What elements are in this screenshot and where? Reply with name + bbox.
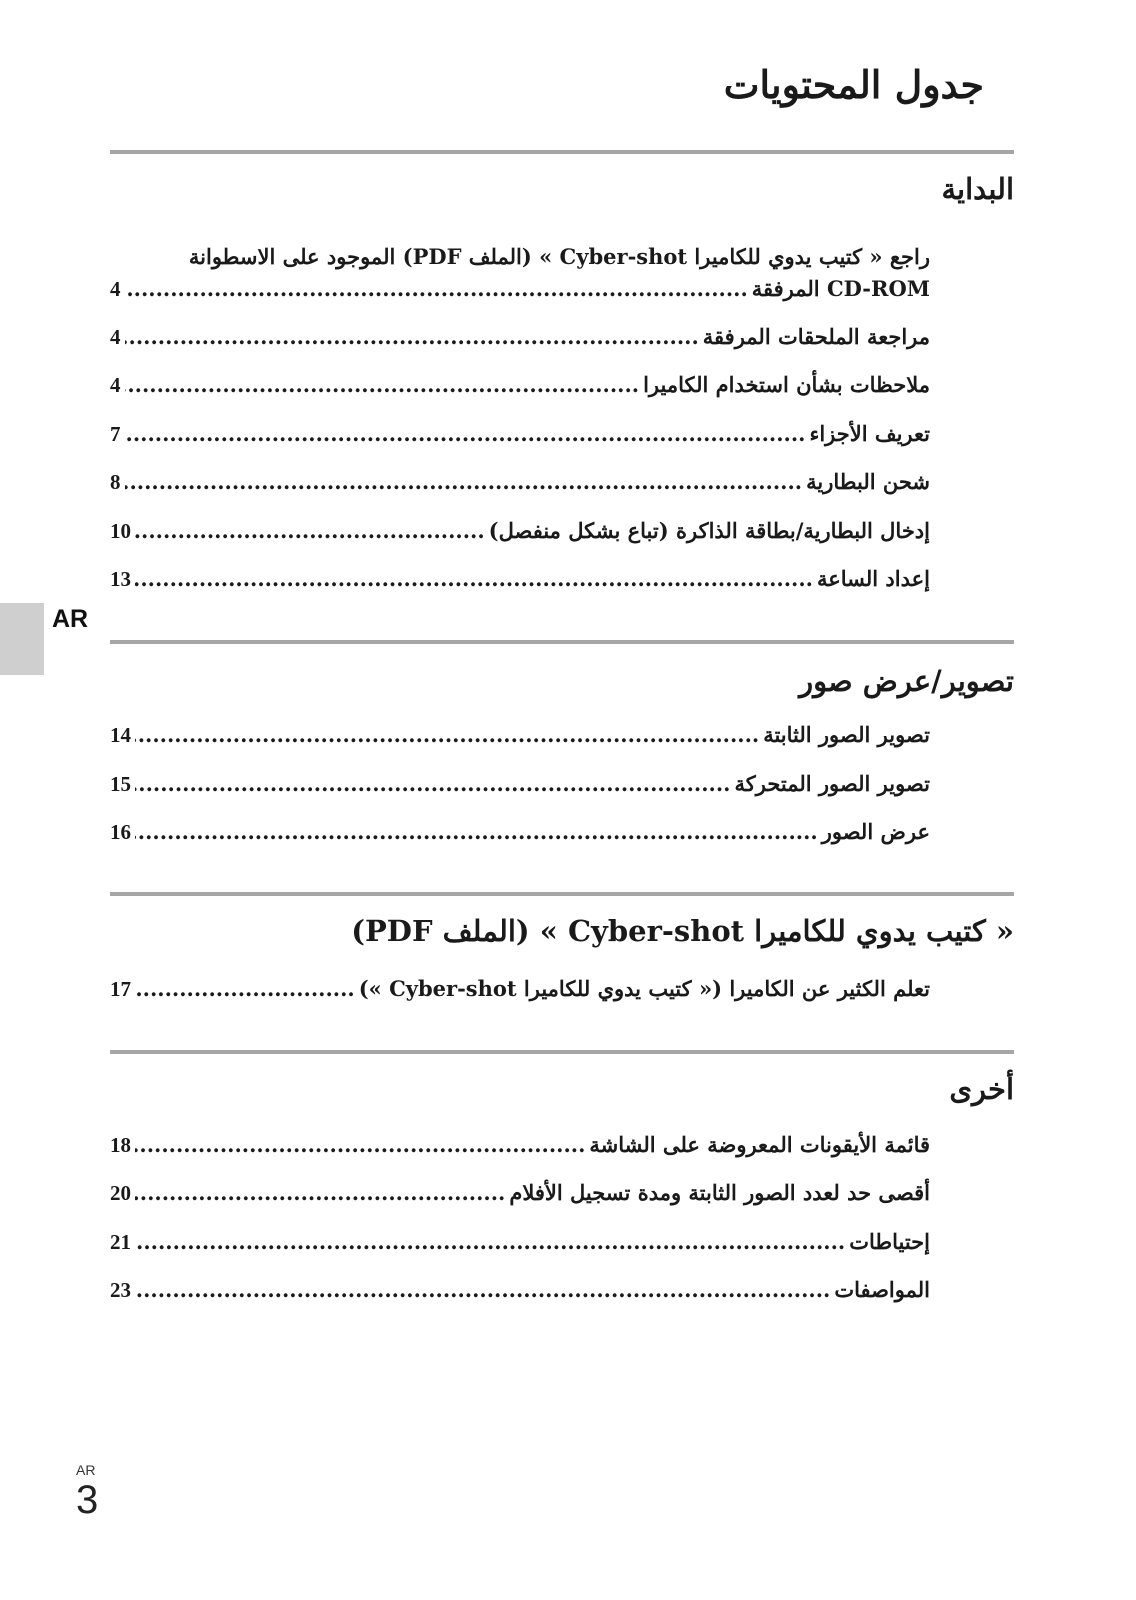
toc-entry-page: 15: [110, 772, 131, 796]
dot-leader: [125, 421, 806, 446]
toc-entry-page: 13: [110, 567, 131, 591]
dot-leader: [135, 976, 355, 1001]
toc-entry-label: تعريف الأجزاء: [809, 421, 930, 446]
toc-entry[interactable]: [110, 372, 930, 406]
section-divider: [110, 640, 1014, 644]
dot-leader: [135, 1277, 830, 1302]
toc-entry[interactable]: [110, 771, 930, 805]
toc-entry-page: 4: [110, 277, 121, 301]
toc-entry-label: إحتياطات: [849, 1229, 930, 1254]
toc-entry-page: 20: [110, 1181, 131, 1205]
footer-language: AR: [76, 1462, 96, 1478]
toc-entry-page: 23: [110, 1278, 131, 1302]
toc-entry-label: إدخال البطارية/بطاقة الذاكرة (تباع بشكل منفصل): [488, 518, 930, 543]
toc-entry-page: 16: [110, 820, 131, 844]
toc-entry-label: مراجعة الملحقات المرفقة: [702, 324, 930, 349]
dot-leader: [135, 771, 730, 796]
toc-entry-label: ملاحظات بشأن استخدام الكاميرا: [643, 372, 930, 397]
dot-leader: [135, 566, 813, 591]
toc-entry[interactable]: [110, 276, 930, 310]
toc-entry-label: إعداد الساعة: [816, 566, 930, 591]
dot-leader: [125, 372, 640, 397]
toc-entry-page: 21: [110, 1230, 131, 1254]
dot-leader: [135, 722, 759, 747]
toc-entry-page: 18: [110, 1133, 131, 1157]
dot-leader: [125, 276, 748, 301]
toc-entry-page: 10: [110, 519, 131, 543]
dot-leader: [135, 1229, 845, 1254]
dot-leader: [135, 1132, 585, 1157]
toc-entry-label: قائمة الأيقونات المعروضة على الشاشة: [589, 1132, 930, 1157]
section-heading-handbook: « كتيب يدوي للكاميرا Cyber-shot » (الملف PDF): [351, 914, 1014, 948]
toc-entry[interactable]: [110, 566, 930, 600]
page-title: جدول المحتويات: [723, 62, 984, 107]
dot-leader: [125, 469, 803, 494]
section-heading-getting-started: البداية: [941, 172, 1014, 206]
toc-entry-page: 4: [110, 373, 121, 397]
toc-entry-label: أقصى حد لعدد الصور الثابتة ومدة تسجيل الأفلام: [509, 1180, 930, 1205]
section-heading-others: أخرى: [949, 1072, 1014, 1106]
toc-entry-page: 7: [110, 422, 121, 446]
dot-leader: [135, 518, 485, 543]
dot-leader: [135, 1180, 505, 1205]
toc-entry-page: 14: [110, 723, 131, 747]
section-divider: [110, 1050, 1014, 1054]
toc-entry-label: المواصفات: [834, 1277, 930, 1302]
toc-entry[interactable]: [110, 722, 930, 756]
toc-entry[interactable]: [110, 819, 930, 853]
toc-entry-label: شحن البطارية: [806, 469, 930, 494]
toc-entry[interactable]: [110, 976, 930, 1010]
toc-entry[interactable]: [110, 324, 930, 358]
toc-entry[interactable]: [110, 421, 930, 455]
toc-entry-label: عرض الصور: [821, 819, 930, 844]
toc-entry-page: 4: [110, 325, 121, 349]
section-divider: [110, 150, 1014, 154]
section-heading-shooting-viewing: تصوير/عرض صور: [799, 664, 1014, 698]
toc-entry-label: تعلم الكثير عن الكاميرا (« كتيب يدوي للكاميرا Cyber-shot »): [358, 976, 930, 1001]
toc-entry-label: تصوير الصور الثابتة: [763, 722, 930, 747]
toc-entry[interactable]: [110, 1277, 930, 1311]
language-tab-label: AR: [52, 605, 89, 633]
dot-leader: [135, 819, 818, 844]
section-intro: راجع « كتيب يدوي للكاميرا Cyber-shot » (الملف PDF) الموجود على الاسطوانة: [188, 244, 930, 269]
toc-entry[interactable]: [110, 518, 930, 552]
toc-entry-page: 17: [110, 977, 131, 1001]
toc-entry-label: تصوير الصور المتحركة: [734, 771, 930, 796]
toc-entry[interactable]: [110, 1229, 930, 1263]
toc-entry[interactable]: [110, 1180, 930, 1214]
toc-entry-label: CD-ROM المرفقة: [751, 276, 930, 301]
toc-entry[interactable]: [110, 1132, 930, 1166]
dot-leader: [125, 324, 699, 349]
page-number: 3: [76, 1478, 99, 1522]
section-divider: [110, 892, 1014, 896]
language-tab: [0, 603, 44, 675]
toc-entry[interactable]: [110, 469, 930, 503]
toc-entry-page: 8: [110, 470, 121, 494]
